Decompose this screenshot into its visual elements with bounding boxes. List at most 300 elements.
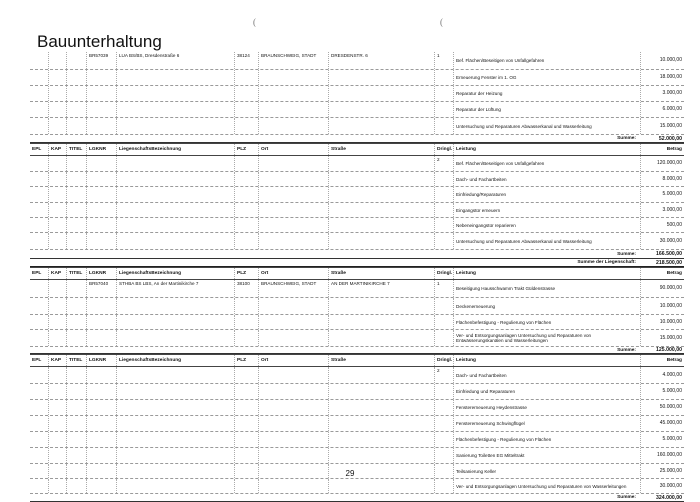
cell-plz	[234, 330, 258, 346]
cell-bet: 10.000,00	[640, 298, 684, 314]
sum-row	[30, 347, 684, 354]
cell-lgk	[86, 156, 116, 171]
cell-bez	[116, 330, 234, 346]
cell-bez	[116, 298, 234, 314]
cell-tit	[66, 315, 86, 329]
cell-plz	[234, 70, 258, 85]
sum-value: 166.500,00	[656, 251, 682, 257]
cell-bet: 160.000,00	[640, 448, 684, 463]
header-kap: KAP	[48, 144, 66, 155]
cell-str	[328, 400, 434, 415]
cell-plz	[234, 102, 258, 117]
cell-str	[328, 432, 434, 447]
header-betrag: Betrag	[640, 144, 684, 155]
cell-ort	[258, 203, 328, 217]
cell-epl	[30, 479, 48, 493]
cell-bet: 50.000,00	[640, 400, 684, 415]
cell-bet: 6.000,00	[640, 102, 684, 117]
cell-bez	[116, 367, 234, 383]
cell-str	[328, 203, 434, 217]
cell-lgk: BR57040	[86, 280, 116, 297]
cell-kap	[48, 187, 66, 202]
cell-plz	[234, 233, 258, 249]
cell-epl	[30, 330, 48, 346]
cell-lei: Teilsanierung Keller	[453, 464, 640, 478]
table-row	[30, 298, 684, 315]
cell-kap	[48, 218, 66, 232]
cell-plz: 38100	[234, 280, 258, 297]
cell-tit	[66, 203, 86, 217]
table-row	[30, 315, 684, 330]
cell-ort	[258, 367, 328, 383]
header-betrag: Betrag	[640, 268, 684, 279]
cell-bet: 120.000,00	[640, 156, 684, 171]
cell-drg	[434, 315, 453, 329]
header-kap: KAP	[48, 355, 66, 366]
cell-bez	[116, 315, 234, 329]
cell-kap	[48, 86, 66, 101]
cell-lei: Nebeneingangstür reparieren	[453, 218, 640, 232]
cell-kap	[48, 203, 66, 217]
header-plz: PLZ	[234, 144, 258, 155]
cell-lgk	[86, 298, 116, 314]
cell-lei: Fenstererneuerung Schwingflügel	[453, 416, 640, 431]
cell-drg: 2	[434, 156, 453, 171]
header-plz: PLZ	[234, 355, 258, 366]
cell-ort	[258, 156, 328, 171]
table-header-row	[30, 143, 684, 156]
cell-ort	[258, 384, 328, 399]
cell-str	[328, 416, 434, 431]
cell-str	[328, 367, 434, 383]
table-row	[30, 156, 684, 172]
cell-ort	[258, 315, 328, 329]
table-row	[30, 233, 684, 250]
header-dringlichkeit: Dringl.	[434, 144, 453, 155]
cell-tit	[66, 432, 86, 447]
sum-label: Summe:	[617, 347, 636, 353]
header-titel: TITEL	[66, 355, 86, 366]
cell-drg: 2	[434, 367, 453, 383]
table-row	[30, 86, 684, 102]
cell-epl	[30, 384, 48, 399]
cell-bez	[116, 416, 234, 431]
cell-epl	[30, 86, 48, 101]
table-header-row	[30, 354, 684, 367]
header-betrag: Betrag	[640, 355, 684, 366]
cell-tit	[66, 416, 86, 431]
sum-label: Summe:	[617, 495, 636, 500]
cell-lei: Flächenbefestigung - Regulierung von Flächen	[453, 432, 640, 447]
cell-bet: 18.000,00	[640, 70, 684, 85]
cell-ort	[258, 86, 328, 101]
header-strasse: Straße	[328, 268, 434, 279]
cell-bet: 25.000,00	[640, 464, 684, 478]
cell-tit	[66, 218, 86, 232]
cell-drg	[434, 187, 453, 202]
cell-lei: Reparatur der Lüftung	[453, 102, 640, 117]
cell-lei: Untersuchung und Reparaturen Abwasserkanal und Wasserleitung	[453, 233, 640, 249]
cell-bez	[116, 218, 234, 232]
cell-epl	[30, 280, 48, 297]
cell-drg	[434, 448, 453, 463]
cell-bet: 90.000,00	[640, 280, 684, 297]
cell-lgk	[86, 400, 116, 415]
cell-drg	[434, 479, 453, 493]
cell-kap	[48, 432, 66, 447]
header-strasse: Straße	[328, 355, 434, 366]
cell-ort	[258, 172, 328, 186]
cell-drg	[434, 233, 453, 249]
header-ort: Ort	[258, 144, 328, 155]
cell-ort: BRAUNSCHWEIG, STADT	[258, 52, 328, 69]
header-epl: EPL	[32, 271, 42, 276]
cell-epl	[30, 187, 48, 202]
header-epl: EPL	[32, 147, 42, 152]
cell-plz: 38124	[234, 52, 258, 69]
scan-mark-right: (	[440, 17, 443, 27]
table-row	[30, 70, 684, 86]
cell-bez	[116, 118, 234, 134]
cell-lei: Ver- und Entsorgungsanlagen Untersuchung und Reparaturen von Entwässerungskanälen und Wasserleitungen	[453, 330, 640, 346]
cell-lei: Eingangstür erneuern	[453, 203, 640, 217]
cell-lgk	[86, 384, 116, 399]
cell-lgk	[86, 367, 116, 383]
cell-drg	[434, 432, 453, 447]
cell-ort	[258, 416, 328, 431]
cell-bet: 30.000,00	[640, 233, 684, 249]
sum-label: Summe:	[617, 136, 636, 141]
sum-value: 125.000,00	[656, 347, 682, 353]
cell-kap	[48, 172, 66, 186]
cell-bez: STHBA BS LBS, An der Martinikirche 7	[116, 280, 234, 297]
cell-lei: Flächenbefestigung - Regulierung von Flächen	[453, 315, 640, 329]
total-label: Summe der Liegenschaft:	[577, 260, 636, 265]
cell-plz	[234, 203, 258, 217]
header-kap: KAP	[48, 268, 66, 279]
cell-tit	[66, 118, 86, 134]
cell-lgk: BR57039	[86, 52, 116, 69]
cell-drg	[434, 203, 453, 217]
cell-bet: 5.000,00	[640, 384, 684, 399]
cell-drg	[434, 298, 453, 314]
cell-bez	[116, 156, 234, 171]
cell-epl	[30, 298, 48, 314]
cell-epl	[30, 315, 48, 329]
table-row	[30, 400, 684, 416]
cell-epl	[30, 233, 48, 249]
cell-lgk	[86, 315, 116, 329]
cell-lgk	[86, 86, 116, 101]
cell-tit	[66, 187, 86, 202]
table-header-row	[30, 267, 684, 280]
cell-lei: Erneuerung Fenster im 1. OG	[453, 70, 640, 85]
cell-lgk	[86, 432, 116, 447]
cell-bet: 15.000,00	[640, 118, 684, 134]
cell-epl	[30, 118, 48, 134]
cell-lgk	[86, 416, 116, 431]
cell-tit	[66, 52, 86, 69]
cell-lei: Reparatur der Heizung	[453, 86, 640, 101]
total-value: 218.500,00	[656, 259, 682, 266]
cell-ort	[258, 400, 328, 415]
cell-kap	[48, 416, 66, 431]
cell-ort	[258, 187, 328, 202]
cell-lgk	[86, 218, 116, 232]
cell-epl	[30, 448, 48, 463]
cell-kap	[48, 330, 66, 346]
cell-drg: 1	[434, 52, 453, 69]
sum-row	[30, 250, 684, 259]
cell-kap	[48, 233, 66, 249]
cell-bet: 15.000,00	[640, 330, 684, 346]
cell-plz	[234, 315, 258, 329]
cell-plz	[234, 298, 258, 314]
cell-epl	[30, 156, 48, 171]
cell-bet: 10.000,00	[640, 52, 684, 69]
cell-ort	[258, 298, 328, 314]
cell-bet: 5.000,00	[640, 432, 684, 447]
header-liegenschaft: LiegenschaftsBezeichnung	[116, 144, 234, 155]
cell-plz	[234, 416, 258, 431]
cell-bez	[116, 187, 234, 202]
cell-lgk	[86, 233, 116, 249]
cell-str: AN DER MARTINIKIRCHE 7	[328, 280, 434, 297]
cell-plz	[234, 432, 258, 447]
header-plz: PLZ	[234, 268, 258, 279]
cell-str	[328, 315, 434, 329]
header-lgknr: LGKNR	[86, 355, 116, 366]
cell-tit	[66, 367, 86, 383]
cell-bez: LUA BS/BS, Dresdenstraße 6	[116, 52, 234, 69]
cell-str: DRESDENSTR. 6	[328, 52, 434, 69]
cell-ort: BRAUNSCHWEIG, STADT	[258, 280, 328, 297]
cell-kap	[48, 479, 66, 493]
cell-bet: 45.000,00	[640, 416, 684, 431]
table-row	[30, 102, 684, 118]
cell-kap	[48, 118, 66, 134]
cell-bet: 4.000,00	[640, 367, 684, 383]
table-row	[30, 330, 684, 347]
cell-kap	[48, 52, 66, 69]
table-row	[30, 448, 684, 464]
table-row	[30, 367, 684, 384]
table-row	[30, 384, 684, 400]
cell-ort	[258, 102, 328, 117]
cell-epl	[30, 400, 48, 415]
cell-epl	[30, 416, 48, 431]
cell-kap	[48, 448, 66, 463]
cell-ort	[258, 479, 328, 493]
cell-str	[328, 384, 434, 399]
cell-tit	[66, 448, 86, 463]
cell-bez	[116, 203, 234, 217]
cell-epl	[30, 367, 48, 383]
cell-tit	[66, 70, 86, 85]
cell-lei: Einfriedung und Reparaturen	[453, 384, 640, 399]
page-number: 29	[345, 469, 355, 478]
cell-bet: 500,00	[640, 218, 684, 232]
cell-plz	[234, 367, 258, 383]
cell-lei: Sanierung Toiletten EG Mitteltrakt	[453, 448, 640, 463]
cell-str	[328, 187, 434, 202]
cell-ort	[258, 330, 328, 346]
cell-lgk	[86, 203, 116, 217]
cell-drg	[434, 400, 453, 415]
cell-str	[328, 233, 434, 249]
cell-ort	[258, 118, 328, 134]
table-row	[30, 203, 684, 218]
cell-ort	[258, 218, 328, 232]
scan-mark-left: (	[253, 17, 256, 27]
table-row	[30, 280, 684, 298]
header-dringlichkeit: Dringl.	[434, 355, 453, 366]
cell-lgk	[86, 448, 116, 463]
total-row	[30, 259, 684, 267]
cell-kap	[48, 156, 66, 171]
cell-str	[328, 218, 434, 232]
cell-plz	[234, 448, 258, 463]
cell-bez	[116, 172, 234, 186]
ledger-table	[30, 52, 684, 502]
cell-tit	[66, 86, 86, 101]
table-row	[30, 218, 684, 233]
header-lgknr: LGKNR	[86, 268, 116, 279]
cell-drg	[434, 102, 453, 117]
cell-lei: Beseitigung Hausschwamm Trakt Güldenstrasse	[453, 280, 640, 297]
table-row	[30, 416, 684, 432]
cell-plz	[234, 187, 258, 202]
table-row	[30, 187, 684, 203]
cell-epl	[30, 52, 48, 69]
cell-tit	[66, 479, 86, 493]
cell-bez	[116, 400, 234, 415]
cell-plz	[234, 218, 258, 232]
cell-tit	[66, 233, 86, 249]
cell-lei: Bef. Flächen/Beseitigen von Unfallgefahren	[453, 156, 640, 171]
cell-tit	[66, 102, 86, 117]
cell-lei: Dach- und Fachartbeiten	[453, 367, 640, 383]
table-row	[30, 172, 684, 187]
sum-value: 52.000,00	[658, 135, 682, 142]
header-leistung: Leistung	[453, 355, 640, 366]
cell-drg	[434, 70, 453, 85]
cell-kap	[48, 102, 66, 117]
header-leistung: Leistung	[453, 268, 640, 279]
cell-kap	[48, 298, 66, 314]
cell-epl	[30, 102, 48, 117]
cell-plz	[234, 384, 258, 399]
cell-bez	[116, 384, 234, 399]
cell-bez	[116, 432, 234, 447]
cell-lei: Ver- und Entsorgungsanlagen Untersuchung und Reparaturen von Wasserleitungen	[453, 479, 640, 493]
cell-str	[328, 118, 434, 134]
cell-drg	[434, 416, 453, 431]
cell-str	[328, 298, 434, 314]
cell-bet: 5.000,00	[640, 187, 684, 202]
cell-drg	[434, 172, 453, 186]
cell-str	[328, 479, 434, 493]
cell-lei: Deckenerneuerung	[453, 298, 640, 314]
header-titel: TITEL	[66, 144, 86, 155]
cell-kap	[48, 280, 66, 297]
cell-lgk	[86, 330, 116, 346]
table-row	[30, 479, 684, 494]
cell-epl	[30, 218, 48, 232]
cell-drg	[434, 118, 453, 134]
cell-tit	[66, 298, 86, 314]
cell-lgk	[86, 479, 116, 493]
cell-ort	[258, 70, 328, 85]
cell-bez	[116, 479, 234, 493]
cell-epl	[30, 203, 48, 217]
cell-drg	[434, 330, 453, 346]
cell-tit	[66, 384, 86, 399]
header-strasse: Straße	[328, 144, 434, 155]
cell-bez	[116, 86, 234, 101]
table-row	[30, 118, 684, 135]
cell-lei: Fenstererneuerung Heydenstrasse	[453, 400, 640, 415]
cell-drg: 1	[434, 280, 453, 297]
cell-drg	[434, 384, 453, 399]
header-liegenschaft: LiegenschaftsBezeichnung	[116, 355, 234, 366]
cell-tit	[66, 156, 86, 171]
cell-epl	[30, 432, 48, 447]
sum-value: 324.000,00	[656, 494, 682, 501]
table-row	[30, 52, 684, 70]
cell-lei: Einfriedung/Reparaturen	[453, 187, 640, 202]
cell-ort	[258, 233, 328, 249]
cell-str	[328, 172, 434, 186]
cell-lei: Dach- und Fachartbeiten	[453, 172, 640, 186]
cell-ort	[258, 432, 328, 447]
cell-epl	[30, 172, 48, 186]
cell-bez	[116, 233, 234, 249]
header-epl: EPL	[32, 358, 42, 363]
cell-str	[328, 156, 434, 171]
cell-plz	[234, 156, 258, 171]
cell-bet: 3.000,00	[640, 203, 684, 217]
cell-bez	[116, 102, 234, 117]
sum-label: Summe:	[617, 251, 636, 257]
cell-drg	[434, 86, 453, 101]
header-liegenschaft: LiegenschaftsBezeichnung	[116, 268, 234, 279]
cell-bet: 3.000,00	[640, 86, 684, 101]
cell-drg	[434, 218, 453, 232]
sum-row	[30, 135, 684, 143]
cell-kap	[48, 384, 66, 399]
header-dringlichkeit: Dringl.	[434, 268, 453, 279]
page-title: Bauunterhaltung	[37, 32, 162, 51]
cell-tit	[66, 280, 86, 297]
header-ort: Ort	[258, 268, 328, 279]
cell-bez	[116, 70, 234, 85]
cell-bet: 10.000,00	[640, 315, 684, 329]
cell-bet: 30.000,00	[640, 479, 684, 493]
cell-bez	[116, 448, 234, 463]
cell-tit	[66, 172, 86, 186]
cell-kap	[48, 367, 66, 383]
cell-lgk	[86, 102, 116, 117]
cell-lei: Bef. Flächen/Beseitigen von Unfallgefahren	[453, 52, 640, 69]
header-lgknr: LGKNR	[86, 144, 116, 155]
header-ort: Ort	[258, 355, 328, 366]
cell-lgk	[86, 70, 116, 85]
cell-str	[328, 86, 434, 101]
cell-lgk	[86, 172, 116, 186]
cell-str	[328, 102, 434, 117]
cell-plz	[234, 479, 258, 493]
